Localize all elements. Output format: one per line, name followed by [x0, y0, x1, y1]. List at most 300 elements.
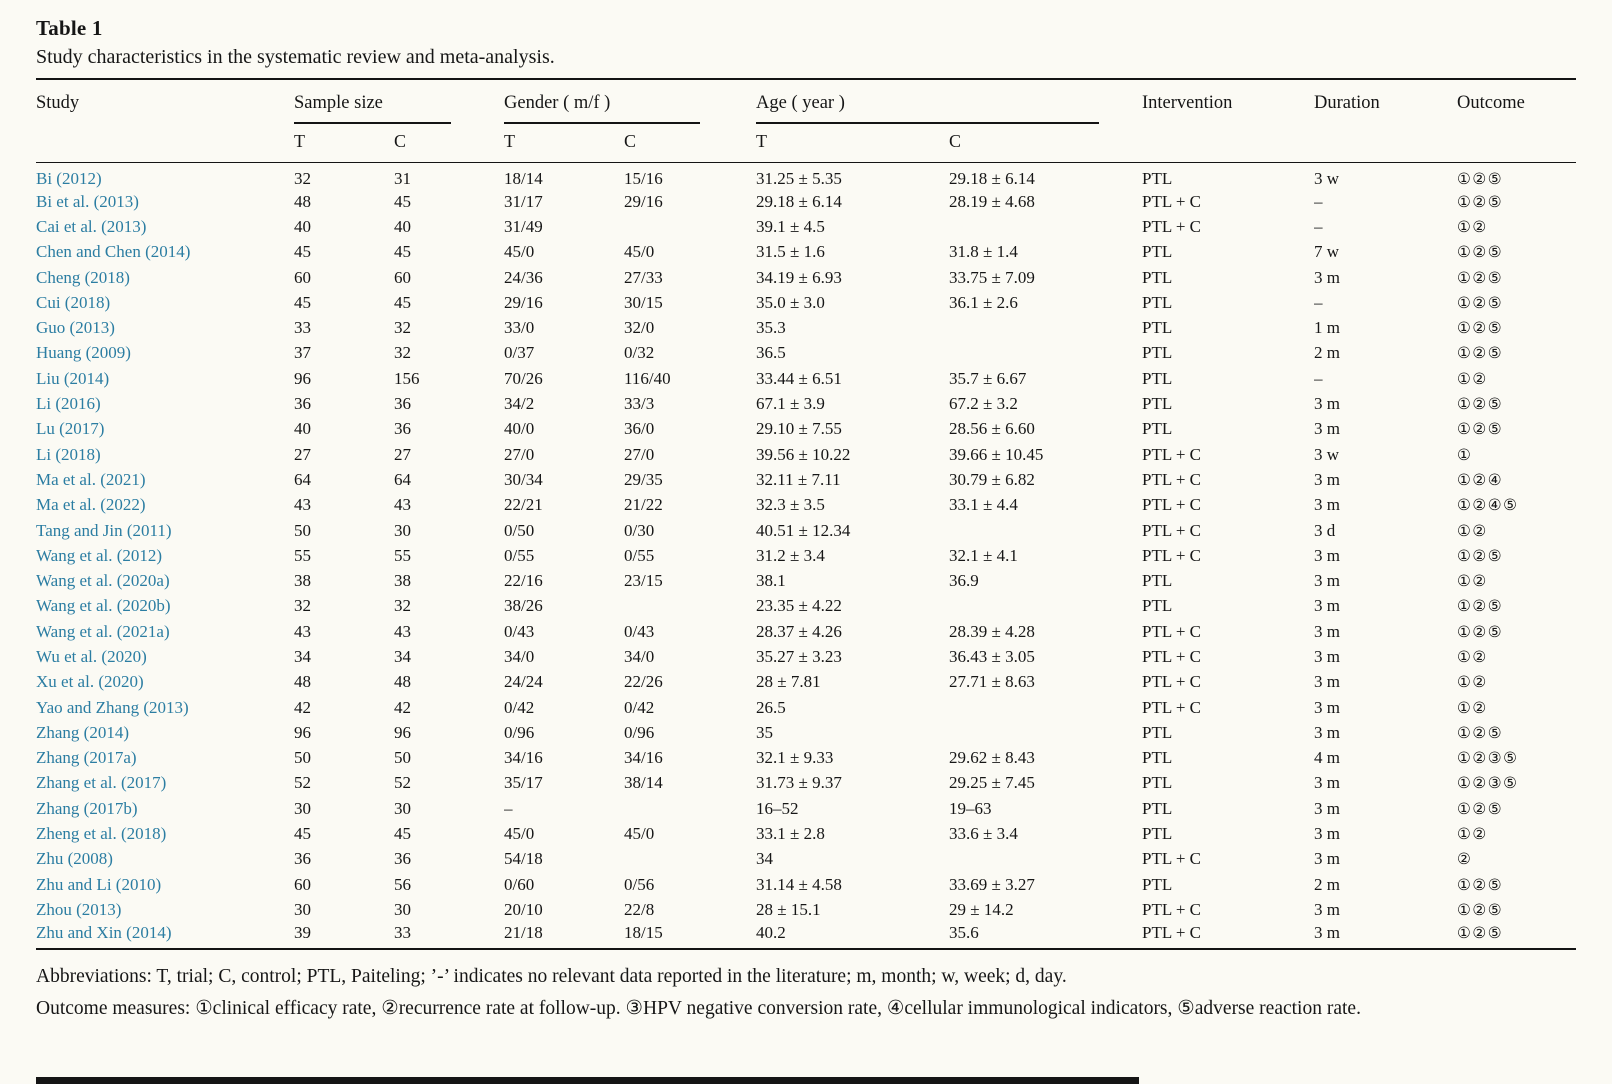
study-citation-link[interactable]: Zhu (2008) — [36, 849, 113, 869]
table-row — [36, 493, 1576, 518]
study-citation-link[interactable]: Wu et al. (2020) — [36, 646, 147, 666]
cell-sample-t: 48 — [294, 191, 311, 211]
table-caption: Study characteristics in the systematic review and meta-analysis. — [36, 46, 555, 68]
cell-gender-c — [624, 796, 756, 821]
subcol-age-c: C — [949, 124, 1142, 163]
cell-study — [36, 518, 294, 543]
cell-sample-t: 43 — [294, 495, 311, 515]
table-row — [36, 214, 1576, 239]
col-header-gender: Gender ( m/f ) — [504, 79, 756, 124]
table-row — [36, 543, 1576, 568]
cell-intervention: PTL + C — [1142, 849, 1202, 869]
study-citation-link[interactable]: Zhu and Li (2010) — [36, 874, 162, 894]
cell-age-t: 31.25 ± 5.35 — [756, 169, 842, 188]
cell-sample-t: 45 — [294, 292, 311, 312]
cell-gender-t: 0/37 — [504, 343, 535, 363]
cell-age-t: 23.35 ± 4.22 — [756, 596, 842, 616]
cell-duration: 3 m — [1314, 596, 1340, 616]
cell-study — [36, 265, 294, 290]
cell-gender-c: 27/33 — [624, 267, 663, 287]
cell-duration: 3 m — [1314, 899, 1340, 919]
cell-age-c: 31.8 ± 1.4 — [949, 242, 1018, 262]
study-citation-link[interactable]: Zhang (2017b) — [36, 798, 138, 818]
cell-gender-t: 34/2 — [504, 394, 535, 414]
cell-age-t: 32.1 ± 9.33 — [756, 748, 834, 768]
study-citation-link[interactable]: Tang and Jin (2011) — [36, 520, 172, 540]
cell-gender-t: 45/0 — [504, 242, 535, 262]
cell-gender-t: 33/0 — [504, 318, 535, 338]
cell-age-t: 40.2 — [756, 922, 786, 942]
cell-duration: 3 m — [1314, 571, 1340, 591]
cell-outcome: ①②⑤ — [1457, 923, 1504, 942]
cell-duration: – — [1314, 368, 1323, 388]
cell-gender-t: 21/18 — [504, 922, 543, 942]
cell-outcome: ①② — [1457, 369, 1488, 388]
cell-outcome: ①②⑤ — [1457, 319, 1504, 338]
cell-sample-t: 45 — [294, 242, 311, 262]
cell-sample-t: 50 — [294, 520, 311, 540]
cell-sample-t: 30 — [294, 899, 311, 919]
cell-gender-t: 54/18 — [504, 849, 543, 869]
cell-duration: 3 m — [1314, 824, 1340, 844]
cell-duration: 2 m — [1314, 343, 1340, 363]
cell-age-c: 27.71 ± 8.63 — [949, 672, 1035, 692]
cell-sample-c: 64 — [394, 469, 411, 489]
table-row — [36, 341, 1576, 366]
cell-study — [36, 467, 294, 492]
cell-intervention: PTL + C — [1142, 922, 1202, 942]
footnote-abbreviations: Abbreviations: T, trial; C, control; PTL, Paiteling; ’-’ indicates no relevant data reported in the literature; m, month; w, week; d, day. — [36, 965, 1067, 987]
cell-outcome: ①②⑤ — [1457, 546, 1504, 565]
study-citation-link[interactable]: Liu (2014) — [36, 368, 110, 388]
cell-gender-c: 29/35 — [624, 469, 663, 489]
cell-age-c: 36.1 ± 2.6 — [949, 292, 1018, 312]
cell-study — [36, 189, 294, 214]
cell-intervention: PTL — [1142, 824, 1173, 844]
cell-sample-c: 43 — [394, 621, 411, 641]
cell-duration: 1 m — [1314, 318, 1340, 338]
cell-outcome: ①②⑤ — [1457, 170, 1504, 188]
cell-sample-c: 33 — [394, 922, 411, 942]
cell-duration: 3 m — [1314, 798, 1340, 818]
cell-gender-c: 0/32 — [624, 343, 655, 363]
cell-sample-t: 64 — [294, 469, 311, 489]
cell-outcome: ①②③⑤ — [1457, 774, 1519, 793]
table-row — [36, 644, 1576, 669]
cell-study — [36, 315, 294, 340]
study-citation-link[interactable]: Wang et al. (2012) — [36, 545, 163, 565]
cell-sample-c: 32 — [394, 343, 411, 363]
table-row — [36, 240, 1576, 265]
cell-intervention: PTL + C — [1142, 469, 1202, 489]
cell-intervention: PTL — [1142, 267, 1173, 287]
cell-outcome: ①② — [1457, 572, 1488, 591]
cell-sample-t: 52 — [294, 773, 311, 793]
cell-gender-c: 22/8 — [624, 899, 655, 919]
cell-intervention: PTL — [1142, 394, 1173, 414]
cell-sample-c: 48 — [394, 672, 411, 692]
cell-intervention: PTL + C — [1142, 646, 1202, 666]
cell-gender-t: 0/96 — [504, 722, 535, 742]
cell-age-c — [949, 695, 1142, 720]
cell-outcome: ①②③⑤ — [1457, 749, 1519, 768]
cell-outcome: ①②⑤ — [1457, 395, 1504, 414]
cell-age-c — [949, 214, 1142, 239]
cell-sample-c: 31 — [394, 169, 411, 188]
cell-study — [36, 695, 294, 720]
cell-age-t: 35.0 ± 3.0 — [756, 292, 825, 312]
cell-age-t: 34.19 ± 6.93 — [756, 267, 842, 287]
study-citation-link[interactable]: Zhang (2017a) — [36, 748, 137, 768]
cell-gender-t: 34/16 — [504, 748, 543, 768]
cell-study — [36, 644, 294, 669]
subcol-sample-c: C — [394, 124, 504, 163]
cell-gender-c: 45/0 — [624, 824, 655, 844]
cell-outcome: ② — [1457, 850, 1473, 869]
cell-study — [36, 391, 294, 416]
cell-intervention: PTL — [1142, 292, 1173, 312]
study-citation-link[interactable]: Chen and Chen (2014) — [36, 242, 191, 262]
cell-study — [36, 240, 294, 265]
cell-intervention: PTL — [1142, 773, 1173, 793]
cell-sample-c: 30 — [394, 899, 411, 919]
study-citation-link[interactable]: Wang et al. (2020a) — [36, 571, 170, 591]
cell-sample-c: 52 — [394, 773, 411, 793]
table-row — [36, 568, 1576, 593]
cell-study — [36, 796, 294, 821]
cell-age-t: 29.10 ± 7.55 — [756, 419, 842, 439]
table-row — [36, 442, 1576, 467]
cell-outcome: ①②⑤ — [1457, 597, 1504, 616]
cell-gender-t: 0/50 — [504, 520, 535, 540]
cell-intervention: PTL — [1142, 318, 1173, 338]
cell-gender-t: 24/24 — [504, 672, 543, 692]
table-row — [36, 695, 1576, 720]
cell-age-c — [949, 315, 1142, 340]
cell-gender-c: 27/0 — [624, 444, 655, 464]
cell-age-t: 39.1 ± 4.5 — [756, 216, 825, 236]
cell-outcome: ①② — [1457, 217, 1488, 236]
cell-gender-t: 20/10 — [504, 899, 543, 919]
cell-intervention: PTL + C — [1142, 520, 1202, 540]
cell-gender-t: 34/0 — [504, 646, 535, 666]
cell-duration: 3 m — [1314, 394, 1340, 414]
cell-outcome: ①②⑤ — [1457, 875, 1504, 894]
table-row — [36, 467, 1576, 492]
study-citation-link[interactable]: Xu et al. (2020) — [36, 672, 144, 692]
cell-sample-c: 36 — [394, 394, 411, 414]
table-row — [36, 923, 1576, 949]
cell-intervention: PTL — [1142, 571, 1173, 591]
cell-sample-t: 27 — [294, 444, 311, 464]
cell-outcome: ①②⑤ — [1457, 723, 1504, 742]
table-title: Table 1 — [36, 16, 103, 40]
cell-sample-c: 30 — [394, 520, 411, 540]
cell-intervention: PTL + C — [1142, 444, 1202, 464]
cell-outcome: ①② — [1457, 698, 1488, 717]
cell-outcome: ①②⑤ — [1457, 420, 1504, 439]
study-citation-link[interactable]: Wang et al. (2021a) — [36, 621, 170, 641]
cell-study — [36, 720, 294, 745]
cell-sample-t: 34 — [294, 646, 311, 666]
cell-sample-c: 32 — [394, 318, 411, 338]
table-row — [36, 720, 1576, 745]
cell-gender-c: 22/26 — [624, 672, 663, 692]
table-row — [36, 391, 1576, 416]
study-citation-link[interactable]: Li (2018) — [36, 444, 101, 464]
cell-gender-c: 33/3 — [624, 394, 655, 414]
study-citation-link[interactable]: Yao and Zhang (2013) — [36, 697, 189, 717]
cell-age-c: 29.18 ± 6.14 — [949, 169, 1035, 188]
table-row — [36, 189, 1576, 214]
col-header-intervention: Intervention — [1142, 79, 1314, 163]
cell-gender-c: 21/22 — [624, 495, 663, 515]
table-row — [36, 897, 1576, 922]
cell-age-t: 38.1 — [756, 571, 786, 591]
cell-study — [36, 493, 294, 518]
cell-duration: – — [1314, 292, 1323, 312]
cell-study — [36, 290, 294, 315]
cell-outcome: ①② — [1457, 647, 1488, 666]
cell-gender-t: 31/49 — [504, 216, 543, 236]
col-header-sample-size: Sample size — [294, 79, 504, 124]
subcol-sample-t: T — [294, 124, 394, 163]
cell-study — [36, 594, 294, 619]
cell-sample-t: 96 — [294, 368, 311, 388]
cell-gender-c: 116/40 — [624, 368, 671, 388]
cell-gender-t: 0/42 — [504, 697, 535, 717]
cell-intervention: PTL — [1142, 242, 1173, 262]
cell-outcome: ①② — [1457, 825, 1488, 844]
cell-outcome: ① — [1457, 445, 1473, 464]
cell-intervention: PTL — [1142, 368, 1173, 388]
cell-outcome: ①②⑤ — [1457, 622, 1504, 641]
study-citation-link[interactable]: Cai et al. (2013) — [36, 216, 147, 236]
cell-sample-t: 96 — [294, 722, 311, 742]
cell-study — [36, 619, 294, 644]
cell-sample-t: 36 — [294, 849, 311, 869]
cell-sample-c: 34 — [394, 646, 411, 666]
study-citation-link[interactable]: Bi (2012) — [36, 169, 102, 188]
study-citation-link[interactable]: Guo (2013) — [36, 318, 115, 338]
cell-gender-t: 18/14 — [504, 169, 543, 188]
cell-age-c: 28.19 ± 4.68 — [949, 191, 1035, 211]
cell-gender-c: 0/30 — [624, 520, 655, 540]
cell-duration: 4 m — [1314, 748, 1340, 768]
cell-outcome: ①②④⑤ — [1457, 496, 1519, 515]
cell-age-t: 28 ± 7.81 — [756, 672, 821, 692]
col-header-duration: Duration — [1314, 79, 1457, 163]
cell-sample-c: 45 — [394, 292, 411, 312]
cell-gender-t: 35/17 — [504, 773, 543, 793]
cell-intervention: PTL — [1142, 798, 1173, 818]
cell-age-t: 26.5 — [756, 697, 786, 717]
study-citation-link[interactable]: Li (2016) — [36, 394, 101, 414]
cell-duration: 3 m — [1314, 267, 1340, 287]
cell-age-c: 33.69 ± 3.27 — [949, 874, 1035, 894]
cell-study — [36, 442, 294, 467]
cell-intervention: PTL + C — [1142, 495, 1202, 515]
cell-age-c: 29 ± 14.2 — [949, 899, 1014, 919]
study-citation-link[interactable]: Zhou (2013) — [36, 899, 122, 919]
table-row — [36, 417, 1576, 442]
cell-outcome: ①②⑤ — [1457, 268, 1504, 287]
cell-sample-t: 39 — [294, 922, 311, 942]
cell-age-c: 32.1 ± 4.1 — [949, 545, 1018, 565]
cell-study — [36, 214, 294, 239]
cell-age-t: 35 — [756, 722, 773, 742]
cell-gender-t: 38/26 — [504, 596, 543, 616]
cell-sample-c: 30 — [394, 798, 411, 818]
table-row — [36, 796, 1576, 821]
cell-age-t: 40.51 ± 12.34 — [756, 520, 851, 540]
table-body — [36, 163, 1576, 949]
cell-sample-t: 38 — [294, 571, 311, 591]
cell-gender-t: 24/36 — [504, 267, 543, 287]
cell-duration: 3 m — [1314, 545, 1340, 565]
cell-sample-c: 27 — [394, 444, 411, 464]
cell-duration: 3 w — [1314, 444, 1340, 464]
cell-gender-t: 31/17 — [504, 191, 543, 211]
cell-outcome: ①②⑤ — [1457, 799, 1504, 818]
cell-sample-c: 50 — [394, 748, 411, 768]
cell-gender-c: 34/0 — [624, 646, 655, 666]
col-header-study: Study — [36, 79, 294, 163]
study-citation-link[interactable]: Huang (2009) — [36, 343, 131, 363]
cell-intervention: PTL — [1142, 748, 1173, 768]
cell-intervention: PTL + C — [1142, 216, 1202, 236]
cell-gender-c: 38/14 — [624, 773, 663, 793]
cell-age-t: 29.18 ± 6.14 — [756, 191, 842, 211]
cell-study — [36, 923, 294, 949]
cell-outcome: ①②⑤ — [1457, 293, 1504, 312]
table-row — [36, 821, 1576, 846]
cell-gender-c: 29/16 — [624, 191, 663, 211]
cell-intervention: PTL — [1142, 722, 1173, 742]
study-citation-link[interactable]: Lu (2017) — [36, 419, 105, 439]
table-row — [36, 872, 1576, 897]
cell-sample-c: 36 — [394, 419, 411, 439]
cell-age-c: 33.75 ± 7.09 — [949, 267, 1035, 287]
cell-age-c: 19–63 — [949, 798, 992, 818]
cell-duration: 3 m — [1314, 922, 1340, 942]
cell-sample-c: 96 — [394, 722, 411, 742]
cell-sample-c: 43 — [394, 495, 411, 515]
table-row — [36, 163, 1576, 190]
cell-gender-c: 34/16 — [624, 748, 663, 768]
cell-sample-c: 60 — [394, 267, 411, 287]
cell-study — [36, 163, 294, 190]
cell-intervention: PTL — [1142, 169, 1173, 188]
cell-age-t: 31.5 ± 1.6 — [756, 242, 825, 262]
cell-gender-c: 23/15 — [624, 571, 663, 591]
cell-age-c: 33.1 ± 4.4 — [949, 495, 1018, 515]
bottom-partial-rule — [36, 1077, 1139, 1084]
cell-gender-c: 0/42 — [624, 697, 655, 717]
cell-gender-c — [624, 214, 756, 239]
cell-duration: 7 w — [1314, 242, 1340, 262]
cell-age-c: 30.79 ± 6.82 — [949, 469, 1035, 489]
cell-study — [36, 568, 294, 593]
study-citation-link[interactable]: Cui (2018) — [36, 292, 111, 312]
cell-age-t: 34 — [756, 849, 773, 869]
cell-gender-c: 0/55 — [624, 545, 655, 565]
cell-sample-t: 33 — [294, 318, 311, 338]
cell-gender-c: 32/0 — [624, 318, 655, 338]
study-citation-link[interactable]: Zhang (2014) — [36, 722, 130, 742]
cell-age-c — [949, 518, 1142, 543]
cell-sample-c: 40 — [394, 216, 411, 236]
table-row — [36, 366, 1576, 391]
cell-age-c: 29.62 ± 8.43 — [949, 748, 1035, 768]
cell-gender-c: 45/0 — [624, 242, 655, 262]
cell-study — [36, 341, 294, 366]
cell-sample-c: 56 — [394, 874, 411, 894]
cell-gender-c — [624, 594, 756, 619]
cell-age-c: 35.7 ± 6.67 — [949, 368, 1027, 388]
cell-age-t: 33.1 ± 2.8 — [756, 824, 825, 844]
cell-study — [36, 847, 294, 872]
cell-outcome: ①②⑤ — [1457, 192, 1504, 211]
cell-gender-c: 30/15 — [624, 292, 663, 312]
table-row — [36, 670, 1576, 695]
cell-duration: 3 m — [1314, 697, 1340, 717]
study-citation-link[interactable]: Zhu and Xin (2014) — [36, 922, 172, 942]
cell-gender-t: 22/16 — [504, 571, 543, 591]
study-citation-link[interactable]: Zheng et al. (2018) — [36, 824, 167, 844]
cell-age-c: 36.43 ± 3.05 — [949, 646, 1035, 666]
study-citation-link[interactable]: Cheng (2018) — [36, 267, 130, 287]
cell-sample-c: 38 — [394, 571, 411, 591]
cell-duration: 3 m — [1314, 646, 1340, 666]
cell-duration: 3 m — [1314, 849, 1340, 869]
cell-age-t: 67.1 ± 3.9 — [756, 394, 825, 414]
cell-study — [36, 417, 294, 442]
cell-intervention: PTL + C — [1142, 545, 1202, 565]
cell-gender-t: 70/26 — [504, 368, 543, 388]
study-characteristics-table — [36, 78, 1576, 950]
cell-duration: 3 m — [1314, 419, 1340, 439]
cell-sample-t: 40 — [294, 419, 311, 439]
study-citation-link[interactable]: Ma et al. (2022) — [36, 495, 146, 515]
cell-age-t: 31.14 ± 4.58 — [756, 874, 842, 894]
cell-duration: 3 m — [1314, 722, 1340, 742]
cell-sample-c: 45 — [394, 191, 411, 211]
cell-sample-c: 45 — [394, 242, 411, 262]
cell-gender-c: 15/16 — [624, 169, 663, 188]
cell-outcome: ①②⑤ — [1457, 900, 1504, 919]
cell-study — [36, 821, 294, 846]
subcol-age-t: T — [756, 124, 949, 163]
cell-intervention: PTL — [1142, 874, 1173, 894]
cell-study — [36, 366, 294, 391]
cell-sample-c: 36 — [394, 849, 411, 869]
cell-age-t: 28 ± 15.1 — [756, 899, 821, 919]
table-row — [36, 518, 1576, 543]
study-citation-link[interactable]: Bi et al. (2013) — [36, 191, 139, 211]
subcol-gender-t: T — [504, 124, 624, 163]
cell-duration: 3 m — [1314, 672, 1340, 692]
study-citation-link[interactable]: Ma et al. (2021) — [36, 469, 146, 489]
cell-age-t: 33.44 ± 6.51 — [756, 368, 842, 388]
cell-age-t: 39.56 ± 10.22 — [756, 444, 851, 464]
study-citation-link[interactable]: Wang et al. (2020b) — [36, 596, 171, 616]
subcol-gender-c: C — [624, 124, 756, 163]
study-citation-link[interactable]: Zhang et al. (2017) — [36, 773, 167, 793]
cell-gender-t: 45/0 — [504, 824, 535, 844]
cell-duration: 3 m — [1314, 621, 1340, 641]
cell-duration: 3 m — [1314, 469, 1340, 489]
